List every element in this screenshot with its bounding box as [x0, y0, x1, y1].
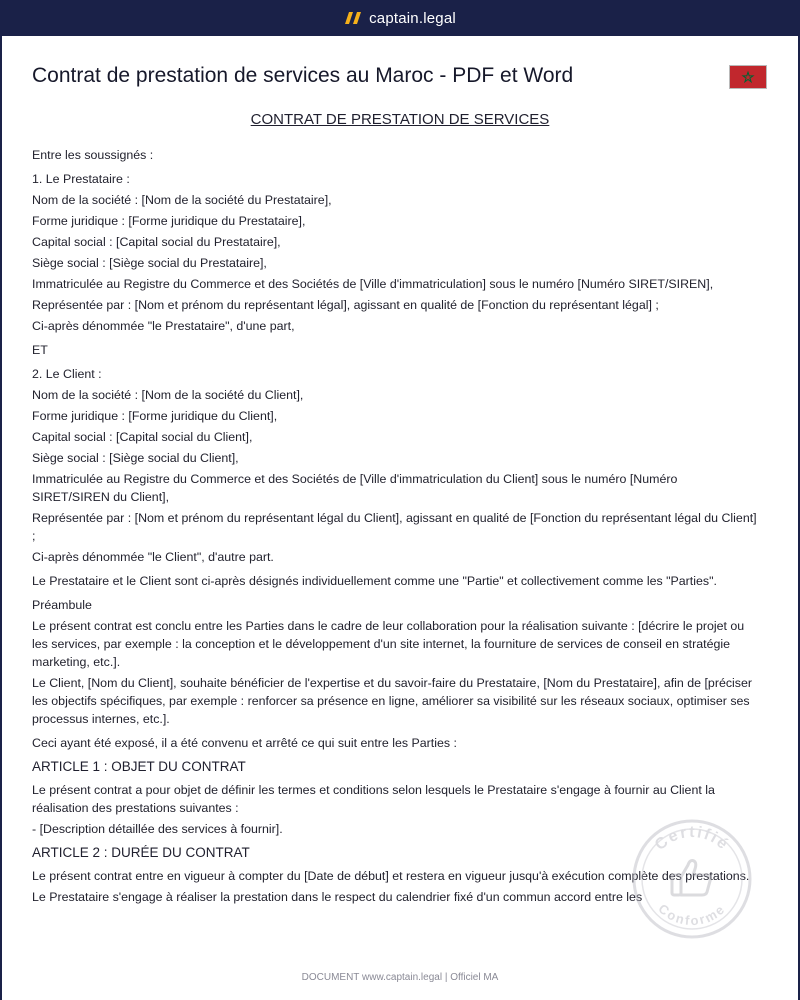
contract-heading: CONTRAT DE PRESTATION DE SERVICES: [250, 111, 550, 128]
morocco-flag-icon: [729, 65, 767, 89]
contract-body: [32, 146, 757, 909]
client-designation: Ci-après dénommée "le Client", d'autre part.: [32, 550, 274, 564]
provider-head-office: Siège social : [Siège social du Prestataire],: [32, 256, 267, 270]
and-separator: ET: [32, 343, 48, 357]
provider-registration: Immatriculée au Registre du Commerce et des Sociétés de [Ville d'immatriculation] sous le numéro [Numéro SIRET/SIREN],: [32, 277, 714, 291]
client-legal-form: Forme juridique : [Forme juridique du Client],: [32, 409, 278, 423]
client-head-office: Siège social : [Siège social du Client],: [32, 451, 239, 465]
provider-representative: Représentée par : [Nom et prénom du représentant légal], agissant en qualité de [Fonction du représentant légal] ;: [32, 298, 659, 312]
page-bottom-fade: [2, 936, 798, 966]
preamble-paragraph-1: Le présent contrat est conclu entre les Parties dans le cadre de leur collaboration pour la réalisation suivante : [décrire le projet ou les services, par exemple : la conception et le développement d'un site internet, la fourniture de services de conseil en stratégie marketing, etc.].: [32, 619, 745, 669]
preamble-heading: Préambule: [32, 598, 92, 612]
article-1-paragraph-1: Le présent contrat a pour objet de définir les termes et conditions selon lesquels le Prestataire s'engage à fournir au Client la réalisation des prestations suivantes :: [32, 783, 715, 815]
client-capital: Capital social : [Capital social du Client],: [32, 430, 253, 444]
article-2-title: ARTICLE 2 : DURÉE DU CONTRAT: [32, 845, 250, 860]
party-heading-client: 2. Le Client :: [32, 367, 102, 381]
client-representative: Représentée par : [Nom et prénom du représentant légal du Client], agissant en qualité de [Fonction du représentant légal du Client] ;: [32, 511, 757, 543]
preamble-paragraph-2: Le Client, [Nom du Client], souhaite bénéficier de l'expertise et du savoir-faire du Prestataire, [Nom du Prestataire], afin de [préciser les objectifs spécifiques, par exemple : renforcer sa présence en ligne, améliorer sa visibilité sur les réseaux sociaux, optimiser ses processus internes, etc.].: [32, 676, 753, 726]
svg-text:Conforme: [655, 901, 728, 928]
certified-stamp: [630, 817, 754, 941]
agreement-statement: Ceci ayant été exposé, il a été convenu et arrêté ce qui suit entre les Parties :: [32, 736, 457, 750]
stamp-bottom-text: Conforme: [655, 900, 729, 929]
article-2-paragraph-2: Le Prestataire s'engage à réaliser la prestation dans le respect du calendrier fixé d'un commun accord entre les: [32, 890, 643, 904]
article-1-paragraph-2: - [Description détaillée des services à fournir].: [32, 822, 283, 836]
provider-legal-form: Forme juridique : [Forme juridique du Prestataire],: [32, 214, 306, 228]
top-header-bar: [0, 0, 800, 36]
party-heading-provider: 1. Le Prestataire :: [32, 172, 130, 186]
stamp-top-text: Certifié: [651, 823, 733, 854]
parties-intro: Entre les soussignés :: [32, 148, 154, 162]
provider-company-name: Nom de la société : [Nom de la société du Prestataire],: [32, 193, 332, 207]
article-1-title: ARTICLE 1 : OBJET DU CONTRAT: [32, 759, 246, 774]
article-2-paragraph-1: Le présent contrat entre en vigueur à compter du [Date de début] et restera en vigueur jusqu'à exécution complète des prestations.: [32, 869, 750, 883]
provider-designation: Ci-après dénommée "le Prestataire", d'une part,: [32, 319, 295, 333]
brand-name: captain.legal: [369, 9, 456, 27]
client-company-name: Nom de la société : [Nom de la société du Client],: [32, 388, 304, 402]
client-registration: Immatriculée au Registre du Commerce et des Sociétés de [Ville d'immatriculation du Client] sous le numéro [Numéro SIRET/SIREN du Client],: [32, 472, 678, 504]
provider-capital: Capital social : [Capital social du Prestataire],: [32, 235, 281, 249]
thumbs-up-icon: [672, 861, 711, 896]
brand-logo[interactable]: [344, 10, 456, 27]
page-title: Contrat de prestation de services au Maroc - PDF et Word: [32, 64, 574, 87]
page-footer: DOCUMENT www.captain.legal | Officiel MA: [301, 972, 499, 983]
parties-definition: Le Prestataire et le Client sont ci-après désignés individuellement comme une "Partie" et collectivement comme les "Parties".: [32, 574, 717, 588]
slanted-bars-logo-icon: [344, 11, 362, 25]
